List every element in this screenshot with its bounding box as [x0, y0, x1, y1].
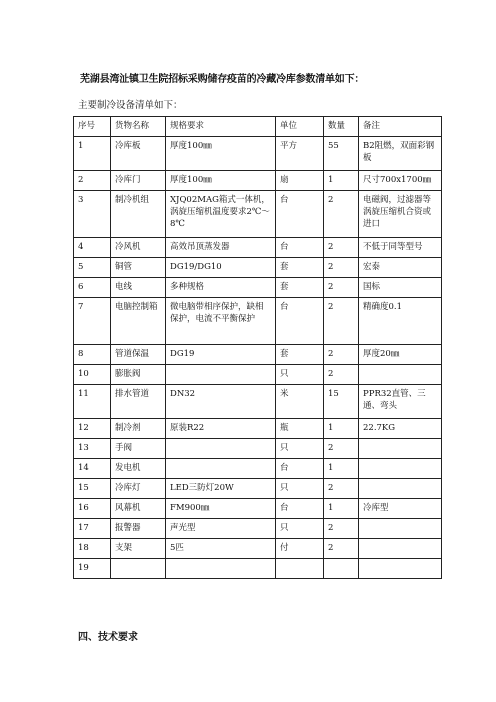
table-row	[74, 385, 442, 419]
cell-quantity: 2	[324, 519, 359, 539]
section-heading: 四、技术要求	[78, 632, 138, 643]
cell-item-name: 冷库门	[111, 171, 166, 191]
cell-remark: 厚度20㎜	[359, 345, 442, 365]
table-row	[74, 419, 442, 439]
cell-remark	[359, 439, 442, 459]
header-spec: 规格要求	[166, 117, 276, 137]
cell-item-name	[111, 559, 166, 579]
cell-quantity: 1	[324, 499, 359, 519]
cell-spec	[166, 459, 276, 479]
cell-unit: 只	[276, 365, 324, 385]
cell-quantity	[324, 559, 359, 579]
cell-seq: 8	[74, 345, 111, 365]
table-row	[74, 479, 442, 499]
cell-seq: 6	[74, 278, 111, 298]
cell-item-name: 发电机	[111, 459, 166, 479]
cell-unit: 米	[276, 385, 324, 419]
cell-quantity: 55	[324, 137, 359, 171]
cell-spec: DN32	[166, 385, 276, 419]
page-title: 芜湖县湾沚镇卫生院招标采购储存疫苗的冷藏冷库参数清单如下：	[80, 74, 365, 85]
cell-spec: LED三防灯20W	[166, 479, 276, 499]
cell-spec: 多种规格	[166, 278, 276, 298]
cell-spec: 5匹	[166, 539, 276, 559]
cell-seq: 19	[74, 559, 111, 579]
cell-seq: 2	[74, 171, 111, 191]
table-row	[74, 171, 442, 191]
cell-item-name: 手阀	[111, 439, 166, 459]
cell-spec: 厚度100㎜	[166, 137, 276, 171]
cell-spec: 厚度100㎜	[166, 171, 276, 191]
cell-item-name: 冷风机	[111, 238, 166, 258]
cell-unit: 只	[276, 439, 324, 459]
cell-unit: 套	[276, 345, 324, 365]
equipment-table	[73, 116, 442, 579]
cell-quantity: 2	[324, 278, 359, 298]
cell-remark: 尺寸700x1700㎜	[359, 171, 442, 191]
cell-remark: 精确度0.1	[359, 298, 442, 345]
cell-spec: DG19	[166, 345, 276, 365]
cell-spec: FM900㎜	[166, 499, 276, 519]
cell-seq: 17	[74, 519, 111, 539]
cell-remark: 宏泰	[359, 258, 442, 278]
cell-remark	[359, 365, 442, 385]
cell-item-name: 制冷机组	[111, 191, 166, 238]
header-quantity: 数量	[324, 117, 359, 137]
cell-quantity: 2	[324, 365, 359, 385]
table-row	[74, 539, 442, 559]
cell-remark: PPR32直管、三通、弯头	[359, 385, 442, 419]
cell-seq: 18	[74, 539, 111, 559]
table-row	[74, 137, 442, 171]
cell-item-name: 电脑控制箱	[111, 298, 166, 345]
cell-seq: 10	[74, 365, 111, 385]
cell-remark: B2阻燃，双面彩钢板	[359, 137, 442, 171]
cell-seq: 16	[74, 499, 111, 519]
header-seq: 序号	[74, 117, 111, 137]
cell-spec	[166, 365, 276, 385]
cell-item-name: 支架	[111, 539, 166, 559]
cell-remark: 不低于同等型号	[359, 238, 442, 258]
cell-spec: DG19/DG10	[166, 258, 276, 278]
cell-unit: 台	[276, 499, 324, 519]
table-row	[74, 559, 442, 579]
cell-quantity: 2	[324, 345, 359, 365]
cell-item-name: 风幕机	[111, 499, 166, 519]
cell-item-name: 铜管	[111, 258, 166, 278]
header-item-name: 货物名称	[111, 117, 166, 137]
cell-unit: 扇	[276, 171, 324, 191]
table-row	[74, 345, 442, 365]
cell-quantity: 15	[324, 385, 359, 419]
cell-spec: 原装R22	[166, 419, 276, 439]
cell-unit: 台	[276, 238, 324, 258]
cell-quantity: 2	[324, 191, 359, 238]
cell-remark	[359, 559, 442, 579]
cell-seq: 1	[74, 137, 111, 171]
cell-unit: 套	[276, 258, 324, 278]
cell-item-name: 冷库灯	[111, 479, 166, 499]
cell-item-name: 制冷剂	[111, 419, 166, 439]
cell-item-name: 膨胀阀	[111, 365, 166, 385]
cell-spec: 高效吊顶蒸发器	[166, 238, 276, 258]
table-row	[74, 439, 442, 459]
cell-item-name: 电线	[111, 278, 166, 298]
table-row	[74, 499, 442, 519]
table-row	[74, 298, 442, 345]
cell-quantity: 2	[324, 479, 359, 499]
cell-seq: 4	[74, 238, 111, 258]
cell-unit: 平方	[276, 137, 324, 171]
cell-quantity: 2	[324, 238, 359, 258]
cell-seq: 5	[74, 258, 111, 278]
cell-item-name: 排水管道	[111, 385, 166, 419]
cell-remark: 电磁阀，过滤器等涡旋压缩机合资或进口	[359, 191, 442, 238]
cell-quantity: 2	[324, 298, 359, 345]
table-row	[74, 258, 442, 278]
cell-seq: 14	[74, 459, 111, 479]
cell-spec	[166, 559, 276, 579]
header-unit: 单位	[276, 117, 324, 137]
cell-quantity: 1	[324, 171, 359, 191]
cell-seq: 12	[74, 419, 111, 439]
cell-seq: 3	[74, 191, 111, 238]
cell-quantity: 2	[324, 539, 359, 559]
cell-seq: 7	[74, 298, 111, 345]
table-row	[74, 459, 442, 479]
cell-unit: 台	[276, 298, 324, 345]
cell-spec: 微电脑带相序保护，缺相保护，电流不平衡保护	[166, 298, 276, 345]
cell-unit: 台	[276, 459, 324, 479]
table-header-row	[74, 117, 442, 137]
cell-quantity: 1	[324, 459, 359, 479]
cell-item-name: 管道保温	[111, 345, 166, 365]
cell-unit: 只	[276, 479, 324, 499]
table-row	[74, 238, 442, 258]
cell-seq: 13	[74, 439, 111, 459]
cell-remark	[359, 519, 442, 539]
cell-unit: 套	[276, 278, 324, 298]
cell-remark: 22.7KG	[359, 419, 442, 439]
cell-remark	[359, 539, 442, 559]
cell-unit: 台	[276, 191, 324, 238]
table-row	[74, 278, 442, 298]
cell-remark: 冷库型	[359, 499, 442, 519]
cell-remark	[359, 459, 442, 479]
cell-remark	[359, 479, 442, 499]
cell-spec: XJQ02MAG箱式一体机，涡旋压缩机温度要求2℃～8℃	[166, 191, 276, 238]
cell-quantity: 2	[324, 439, 359, 459]
cell-unit: 瓶	[276, 419, 324, 439]
cell-item-name: 报警器	[111, 519, 166, 539]
cell-remark: 国标	[359, 278, 442, 298]
cell-spec	[166, 439, 276, 459]
cell-spec: 声光型	[166, 519, 276, 539]
cell-quantity: 1	[324, 419, 359, 439]
cell-unit: 付	[276, 539, 324, 559]
table-row	[74, 191, 442, 238]
table-row	[74, 365, 442, 385]
cell-unit: 只	[276, 519, 324, 539]
cell-unit	[276, 559, 324, 579]
header-remark: 备注	[359, 117, 442, 137]
cell-item-name: 冷库板	[111, 137, 166, 171]
intro-text: 主要制冷设备清单如下：	[78, 100, 183, 111]
cell-seq: 11	[74, 385, 111, 419]
cell-seq: 15	[74, 479, 111, 499]
cell-quantity: 2	[324, 258, 359, 278]
table-row	[74, 519, 442, 539]
